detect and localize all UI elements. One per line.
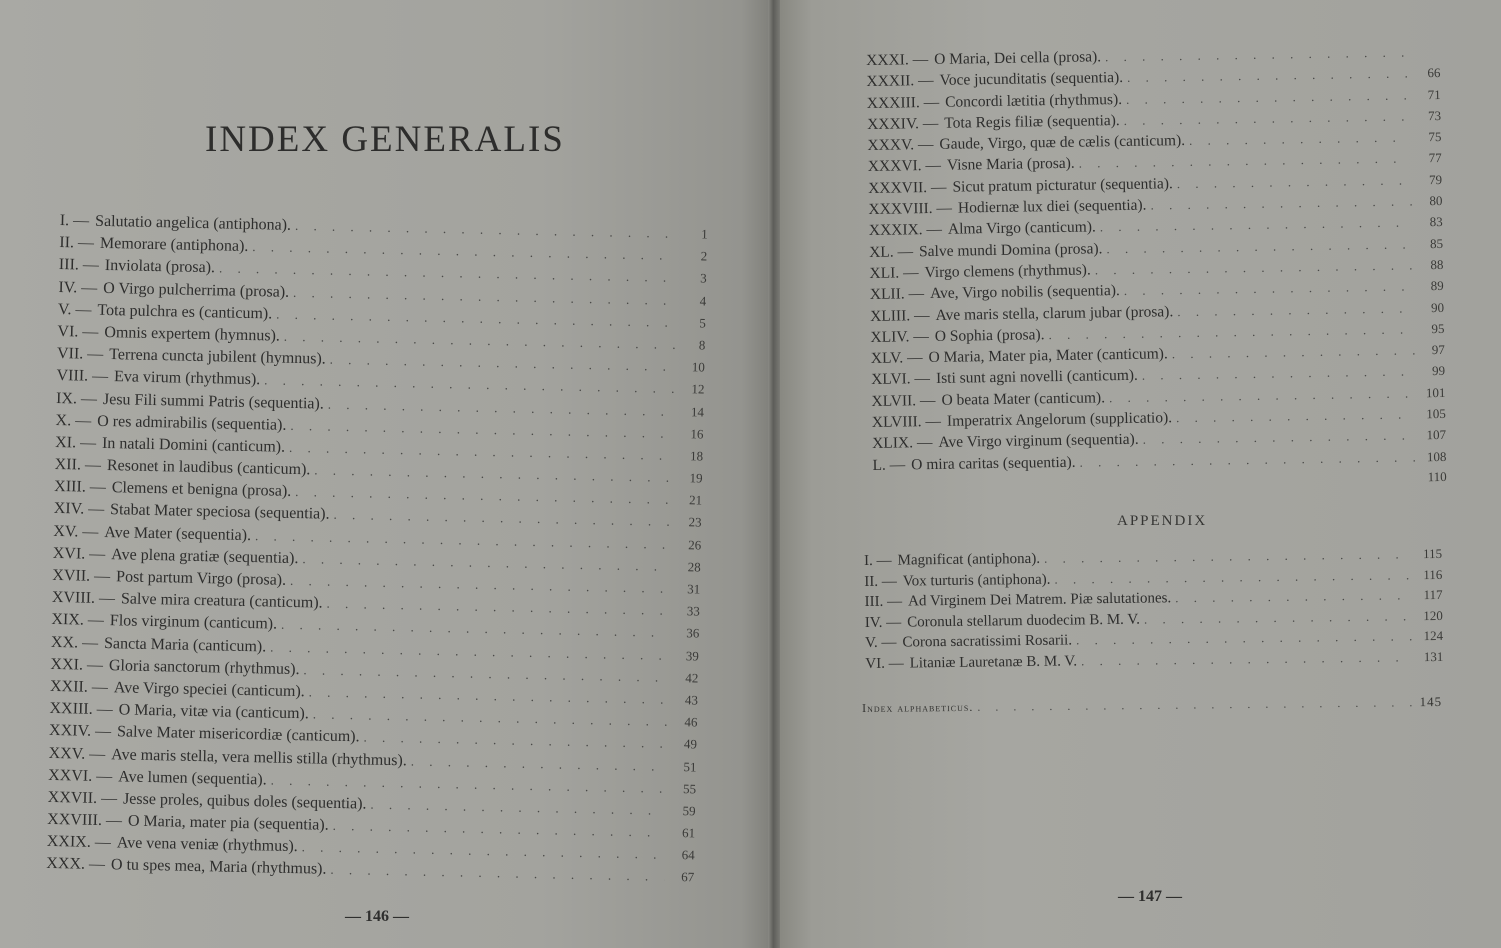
entry-page: 108 (1426, 448, 1447, 464)
book-gutter (768, 0, 780, 948)
entry-title: O Maria, mater pia (sequentia). (127, 812, 329, 834)
entry-title: Eva virum (rhythmus). (113, 368, 261, 389)
entry-title: Ave lumen (sequentia). (118, 768, 267, 789)
entry-page: 101 (1425, 384, 1446, 400)
entry-number: I. — (864, 552, 892, 569)
leader-dots (1100, 215, 1413, 236)
entry-number: IX. — (55, 389, 98, 408)
entry-page: 77 (1428, 150, 1442, 166)
entry-number: I. — (59, 212, 90, 230)
entry-number: XIV. — (53, 500, 105, 519)
entry-title: Gaude, Virgo, quæ de cælis (canticum). (939, 132, 1186, 154)
entry-number: X. — (55, 411, 92, 430)
entry-number: VI. — (865, 655, 904, 672)
entry-title: Ave, Virgo nobilis (sequentia). (929, 282, 1120, 303)
entry-page: 120 (1423, 607, 1443, 623)
entry-title: Ave maris stella, clarum jubar (prosa). (935, 302, 1174, 324)
entry-number: XLI. — (869, 264, 919, 282)
leader-dots (411, 753, 667, 774)
leader-dots (1076, 629, 1413, 649)
entry-title: Vox turturis (antiphona). (902, 571, 1051, 590)
entry-page: 8 (698, 337, 706, 353)
entry-number: XXV. — (48, 744, 106, 763)
entry-number: XXVII. — (47, 788, 118, 808)
entry-title: Hodiernæ lux diei (sequentia). (957, 196, 1147, 217)
leader-dots (370, 797, 665, 819)
entry-title: Clemens et benigna (prosa). (111, 479, 292, 501)
entry-title: Visne Maria (prosa). (946, 155, 1075, 175)
leader-dots (1106, 236, 1413, 257)
entry-page: 66 (1427, 65, 1441, 81)
entry-title: Ave plena gratiæ (sequentia). (111, 545, 299, 567)
entry-page: 18 (689, 448, 704, 464)
entry-title: Concordi lætitia (rhythmus). (944, 90, 1123, 111)
entry-page: 75 (1428, 129, 1442, 145)
leader-dots (1176, 406, 1416, 426)
entry-page: 105 (1426, 405, 1446, 422)
entry-title: Omnis expertem (hymnus). (104, 323, 281, 345)
leader-dots (1142, 364, 1415, 384)
leader-dots (1109, 385, 1416, 406)
entry-title: Coronula stellarum duodecim B. M. V. (907, 611, 1141, 631)
entry-page: 31 (687, 581, 701, 597)
leader-dots (1150, 194, 1412, 214)
entry-number: XLIV. — (870, 327, 929, 346)
entry-number: V. — (865, 634, 897, 652)
leader-dots (1095, 257, 1414, 278)
entry-number: XXIII. — (49, 700, 113, 719)
leader-dots (1189, 130, 1412, 149)
entry-title: Corona sacratissimi Rosarii. (902, 632, 1073, 651)
entry-page: 110 (1427, 468, 1447, 485)
entry-title: O res admirabilis (sequentia). (97, 412, 287, 434)
entry-title: Jesu Fili summi Patris (sequentia). (102, 390, 324, 413)
entry-title: Litaniæ Lauretanæ B. M. V. (909, 653, 1078, 672)
entry-title: Ave Virgo virginum (sequentia). (938, 431, 1139, 452)
entry-title: Tota Regis filiæ (sequentia). (944, 111, 1120, 132)
entry-page: 23 (688, 514, 702, 530)
entry-number: VI. — (57, 322, 99, 341)
right-index-list (866, 43, 1447, 485)
entry-number: XXVIII. — (47, 810, 123, 830)
entry-page: 43 (684, 692, 699, 708)
entry-title: Ave Mater (sequentia). (104, 523, 252, 544)
entry-title: Inviolata (prosa). (104, 257, 216, 277)
alphabetic-index-page: 145 (1419, 693, 1443, 710)
entry-number: II. — (864, 573, 897, 590)
entry-number: V. — (57, 300, 92, 319)
entry-page: 107 (1426, 427, 1447, 443)
entry-title: O mira caritas (sequentia). (911, 453, 1076, 473)
leader-dots (1044, 546, 1412, 566)
entry-title: Memorare (antiphona). (99, 235, 249, 256)
entry-page: 51 (683, 758, 697, 774)
entry-page: 116 (1423, 566, 1443, 582)
entry-number: XVII. — (52, 566, 111, 586)
entry-number: XXI. — (50, 655, 104, 674)
entry-number: XXXIII. — (866, 93, 940, 112)
entry-page: 61 (681, 825, 696, 841)
left-index-list (46, 212, 708, 891)
entry-title: Salve mira creatura (canticum). (120, 590, 323, 612)
entry-number: XLVII. — (871, 391, 936, 410)
entry-number: IV. — (864, 614, 902, 631)
leader-dots (1177, 300, 1414, 320)
entry-number: XXXI. — (866, 51, 929, 69)
entry-number: XXXIX. — (868, 221, 943, 240)
entry-number: XII. — (54, 456, 102, 474)
entry-page: 131 (1423, 648, 1444, 665)
entry-title: Post partum Virgo (prosa). (115, 568, 287, 589)
entry-page: 28 (687, 559, 701, 575)
entry-page: 55 (682, 780, 697, 797)
index-title: INDEX GENERALIS (205, 119, 565, 160)
entry-number: XX. — (50, 633, 99, 652)
entry-number: XV. — (53, 522, 99, 541)
leader-dots (1127, 66, 1411, 86)
entry-page: 4 (699, 292, 707, 309)
entry-page: 46 (684, 714, 698, 730)
leader-dots (1079, 449, 1416, 470)
entry-page: 115 (1422, 545, 1443, 562)
entry-number: XXXVII. — (868, 178, 947, 197)
page-number-right: — 147 — (1118, 888, 1182, 905)
alphabetic-index-label: Index alphabeticus. (862, 699, 974, 715)
entry-title: Stabat Mater speciosa (sequentia). (109, 501, 330, 524)
entry-number: XXX. — (46, 855, 106, 874)
entry-page: 5 (699, 315, 706, 331)
entry-number: II. — (59, 234, 95, 252)
entry-number: XXXIV. — (867, 114, 939, 133)
entry-title: Ad Virginem Dei Matrem. Piæ salutationes. (907, 590, 1172, 610)
entry-page: 42 (685, 669, 699, 686)
entry-number: XXII. — (49, 677, 108, 697)
leader-dots (1105, 44, 1410, 65)
entry-page: 19 (689, 470, 703, 486)
entry-page: 124 (1423, 628, 1444, 644)
entry-page: 85 (1429, 235, 1444, 251)
entry-page: 79 (1428, 171, 1443, 187)
page-number-left: — 146 — (345, 908, 409, 925)
appendix-list (864, 546, 1443, 677)
entry-number: XXIV. — (48, 722, 112, 741)
entry-number: XI. — (54, 433, 97, 452)
entry-title: Resonet in laudibus (canticum). (106, 457, 311, 479)
leader-dots (1124, 279, 1414, 300)
entry-number: XLII. — (869, 285, 925, 304)
entry-page: 67 (681, 869, 695, 885)
entry-number: VIII. — (56, 367, 109, 386)
entry-number: L. — (872, 456, 906, 474)
entry-number: XIII. — (54, 478, 106, 497)
entry-page: 14 (690, 403, 705, 420)
entry-title: In natali Domini (canticum). (101, 434, 286, 456)
entry-page: 39 (685, 647, 700, 664)
entry-title: Sicut pratum picturatur (sequentia). (952, 174, 1173, 196)
entry-title: Isti sunt agni novelli (canticum). (935, 367, 1139, 388)
entry-title: O Virgo pulcherrima (prosa). (103, 279, 290, 301)
entry-title: O Maria, Mater pia, Mater (canticum). (928, 345, 1168, 367)
entry-number: III. — (58, 256, 100, 275)
entry-title: Terrena cuncta jubilent (hymnus). (109, 346, 326, 368)
entry-number: XLV. — (870, 349, 923, 368)
entry-title: Imperatrix Angelorum (supplicatio). (946, 409, 1173, 430)
entry-title: Sancta Maria (canticum). (103, 634, 267, 655)
entry-number: XIX. — (51, 611, 105, 630)
leader-dots (1054, 567, 1412, 587)
entry-number: VII. — (56, 345, 104, 364)
entry-title: Salve mundi Domina (prosa). (918, 239, 1103, 260)
entry-page: 71 (1427, 86, 1441, 102)
entry-title: Flos virginum (canticum). (109, 612, 278, 634)
appendix-heading: APPENDIX (1117, 513, 1208, 529)
entry-title: O tu spes mea, Maria (rhythmus). (110, 856, 327, 879)
entry-page: 97 (1431, 342, 1445, 358)
leader-dots (1143, 428, 1417, 448)
entry-title: O Maria, vitæ via (canticum). (118, 701, 309, 723)
entry-title: Salutatio angelica (antiphona). (94, 212, 292, 234)
leader-dots (1144, 608, 1413, 627)
entry-page: 10 (691, 359, 706, 375)
entry-page: 90 (1430, 299, 1445, 315)
entry-number: III. — (864, 593, 903, 611)
entry-number: XLIII. — (870, 306, 930, 325)
leader-dots (1175, 587, 1413, 606)
entry-title: Jesse proles, quibus doles (sequentia). (122, 790, 367, 813)
entry-number: XLVIII. — (871, 412, 942, 432)
entry-page: 80 (1429, 193, 1443, 209)
entry-page: 16 (690, 425, 704, 442)
entry-page: 1 (701, 226, 708, 242)
entry-title: Ave maris stella, vera mellis stilla (rhythmus). (111, 745, 408, 769)
entry-number: XVIII. — (51, 589, 116, 608)
entry-page: 21 (688, 492, 703, 508)
entry-title: Voce jucunditatis (sequentia). (939, 69, 1124, 90)
leader-dots (1079, 151, 1412, 172)
entry-page: 95 (1431, 320, 1445, 337)
entry-page: 49 (683, 736, 698, 752)
entry-title: Ave vena veniæ (rhythmus). (116, 834, 298, 856)
entry-title: Magnificat (antiphona). (897, 550, 1041, 569)
entry-title: Alma Virgo (canticum). (947, 218, 1096, 239)
entry-page: 12 (691, 381, 705, 397)
leader-dots (1177, 172, 1412, 192)
entry-page: 59 (682, 803, 696, 819)
entry-title: Ave Virgo speciei (canticum). (113, 679, 305, 701)
entry-title: Tota pulchra es (canticum). (97, 301, 273, 323)
leader-dots (1048, 321, 1414, 343)
entry-title: O Sophia (prosa). (934, 326, 1045, 345)
entry-title: Gloria sanctorum (rhythmus). (108, 656, 300, 678)
entry-number: XVI. — (52, 544, 106, 563)
entry-page: 26 (688, 536, 702, 553)
entry-number: XL. — (869, 242, 914, 261)
entry-page: 117 (1423, 587, 1443, 603)
entry-number: XXXVI. — (867, 157, 942, 176)
entry-number: XLVI. — (871, 370, 931, 389)
entry-title: Virgo clemens (rhythmus). (924, 261, 1091, 282)
entry-title: O Maria, Dei cella (prosa). (933, 48, 1102, 68)
entry-page: 2 (700, 248, 708, 264)
entry-page: 36 (686, 625, 700, 641)
entry-number: XXIX. — (46, 833, 111, 852)
entry-number: XXXVIII. — (868, 199, 953, 219)
entry-title: O beata Mater (canticum). (941, 389, 1106, 409)
leader-dots (1124, 108, 1412, 129)
entry-page: 33 (686, 603, 700, 619)
entry-number: XXXII. — (866, 72, 934, 91)
entry-page: 89 (1430, 278, 1444, 294)
entry-page: 83 (1429, 214, 1443, 230)
entry-page: 99 (1431, 363, 1446, 379)
entry-number: XLIX. — (872, 434, 933, 453)
leader-dots (1172, 343, 1415, 363)
entry-page: 3 (700, 270, 707, 286)
leader-dots (1126, 87, 1411, 107)
entry-page: 73 (1427, 107, 1442, 124)
entry-number: XXVI. — (48, 766, 113, 785)
entry-title: Salve Mater misericordiæ (canticum). (116, 723, 360, 746)
entry-page: 88 (1430, 256, 1444, 273)
entry-number: XXXV. — (867, 136, 934, 155)
entry-number: IV. — (58, 278, 98, 297)
leader-dots (1081, 649, 1413, 669)
entry-page: 64 (681, 847, 695, 863)
